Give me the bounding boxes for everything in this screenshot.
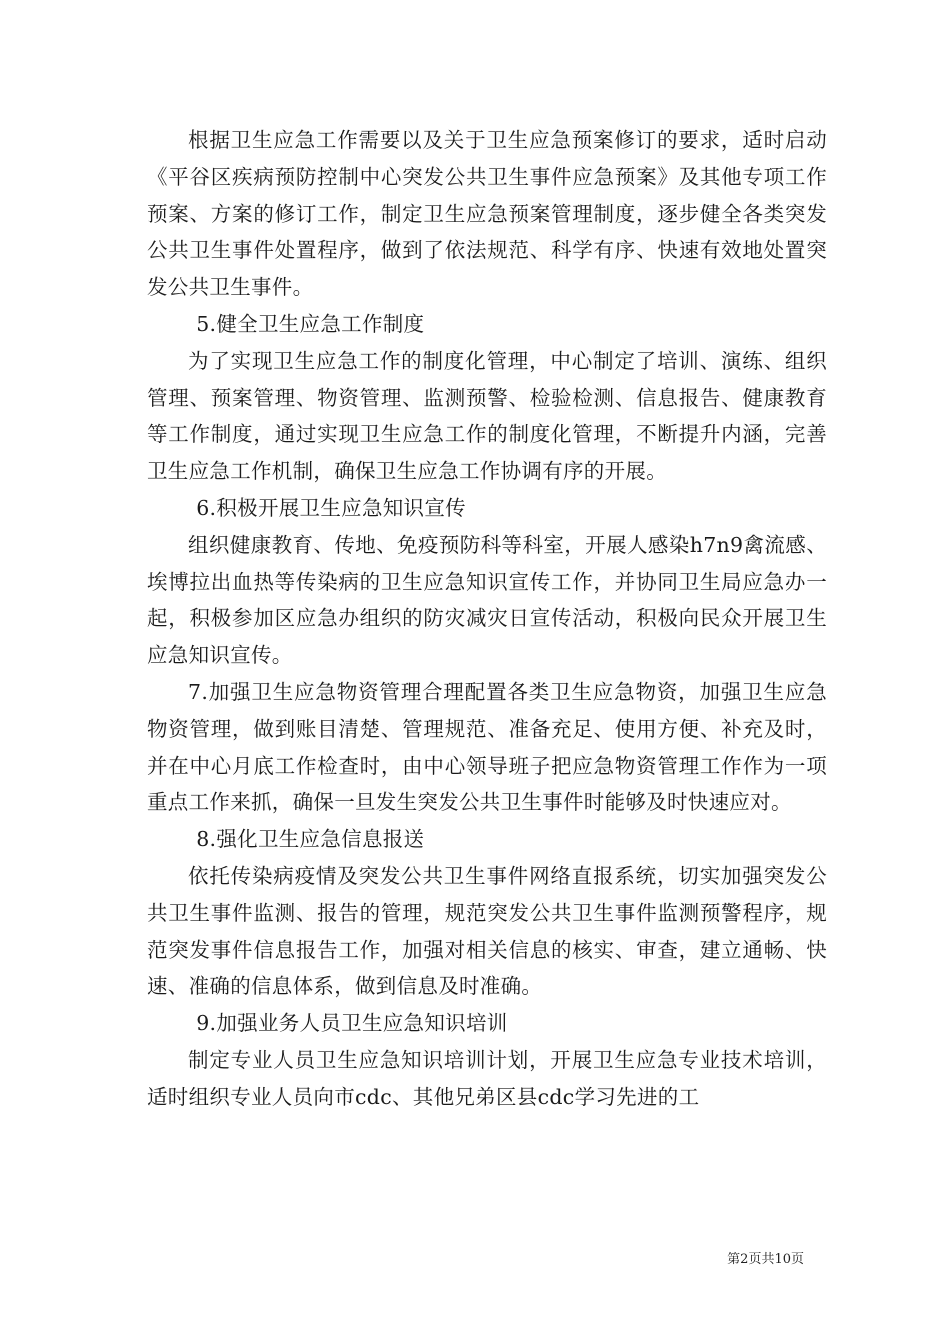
document-body <box>147 122 827 1116</box>
section-heading-8: 8.强化卫生应急信息报送 <box>196 827 425 852</box>
paragraph-section-8: 依托传染病疫情及突发公共卫生事件网络直报系统，切实加强突发公共卫生事件监测、报告的管理，规范突发公共卫生事件监测预警程序，规范突发事件信息报告工作，加强对相关信息的核实、审查，建立通畅、快速、准确的信息体系，做到信息及时准确。 <box>147 863 827 999</box>
section-heading-9: 9.加强业务人员卫生应急知识培训 <box>196 1011 508 1036</box>
paragraph-section-5: 为了实现卫生应急工作的制度化管理，中心制定了培训、演练、组织管理、预案管理、物资管理、监测预警、检验检测、信息报告、健康教育等工作制度，通过实现卫生应急工作的制度化管理，不断提升内涵，完善卫生应急工作机制，确保卫生应急工作协调有序的开展。 <box>147 348 827 484</box>
page-number-footer: 第2页共10页 <box>727 1252 804 1267</box>
paragraph-section-7: 7.加强卫生应急物资管理合理配置各类卫生应急物资，加强卫生应急物资管理，做到账目清楚、管理规范、准备充足、使用方便、补充及时，并在中心月底工作检查时，由中心领导班子把应急物资管理工作作为一项重点工作来抓，确保一旦发生突发公共卫生事件时能够及时快速应对。 <box>147 679 827 815</box>
paragraph-intro: 根据卫生应急工作需要以及关于卫生应急预案修订的要求，适时启动《平谷区疾病预防控制中心突发公共卫生事件应急预案》及其他专项工作预案、方案的修订工作，制定卫生应急预案管理制度，逐步健全各类突发公共卫生事件处置程序，做到了依法规范、科学有序、快速有效地处置突发公共卫生事件。 <box>147 128 827 300</box>
section-heading-5: 5.健全卫生应急工作制度 <box>196 311 425 336</box>
section-heading-6: 6.积极开展卫生应急知识宣传 <box>196 495 466 520</box>
paragraph-section-9: 制定专业人员卫生应急知识培训计划，开展卫生应急专业技术培训，适时组织专业人员向市cdc、其他兄弟区县cdc学习先进的工 <box>147 1047 827 1109</box>
paragraph-section-6: 组织健康教育、传地、免疫预防科等科室，开展人感染h7n9禽流感、埃博拉出血热等传染病的卫生应急知识宣传工作，并协同卫生局应急办一起，积极参加区应急办组织的防灾减灾日宣传活动，积极向民众开展卫生应急知识宣传。 <box>147 532 827 668</box>
